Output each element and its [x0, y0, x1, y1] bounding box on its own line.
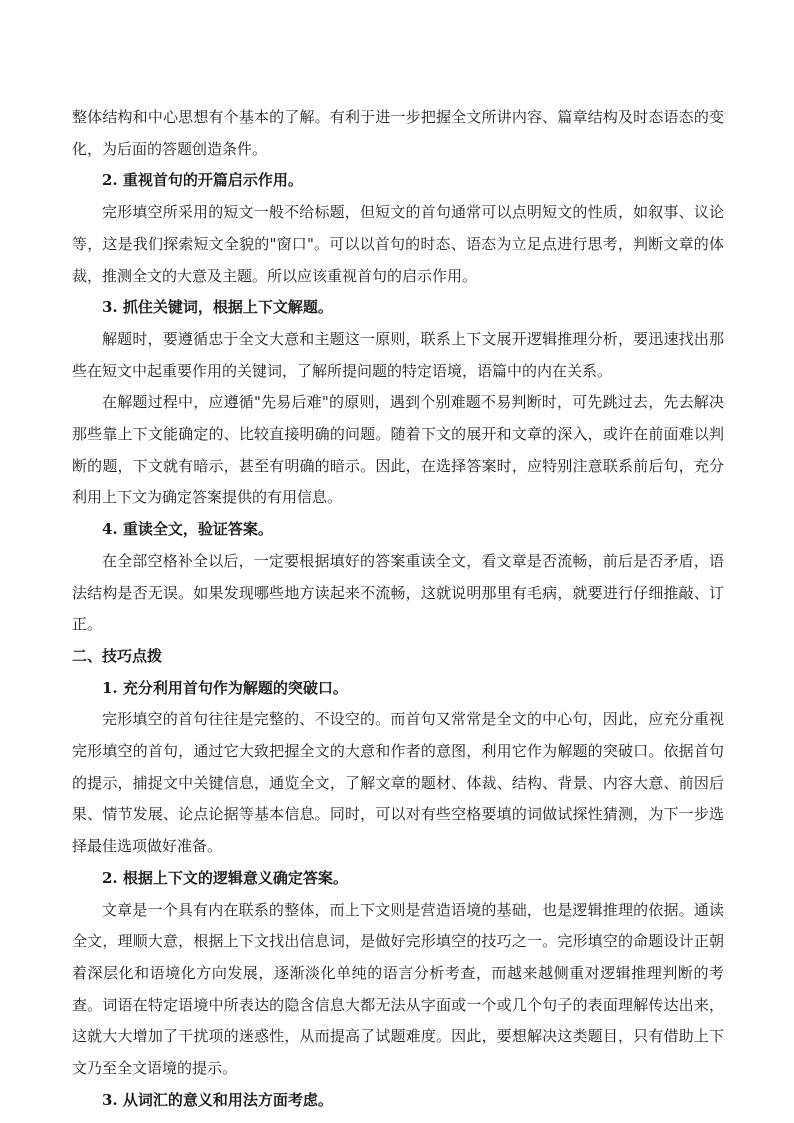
paragraph-continuation: 整体结构和中心思想有个基本的了解。有利于进一步把握全文所讲内容、篇章结构及时态语态的变化，为后面的答题创造条件。	[72, 108, 724, 158]
subheading-first-sentence-hint: 2. 重视首句的开篇启示作用。	[102, 171, 303, 190]
subheading-reread: 4. 重读全文，验证答案。	[102, 520, 273, 539]
subheading-breakthrough: 1. 充分利用首句作为解题的突破口。	[102, 678, 348, 697]
document-body	[72, 102, 724, 1117]
paragraph: 文章是一个具有内在联系的整体，而上下文则是营造语境的基础，也是逻辑推理的依据。通读全文，理顺大意，根据上下文找出信息词，是做好完形填空的技巧之一。完形填空的命题设计正朝着深层化和语境化方向发展，逐渐淡化单纯的语言分析考查，而越来越侧重对逻辑推理判断的考查。词语在特定语境中所表达的隐含信息大都无法从字面或一个或几个句子的表面理解传达出来，这就大大增加了干扰项的迷惑性，从而提高了试题难度。因此，要想解决这类题目，只有借助上下文乃至全文语境的提示。	[72, 900, 724, 1078]
subheading-vocabulary: 3. 从词汇的意义和用法方面考虑。	[102, 1090, 333, 1109]
paragraph: 完形填空所采用的短文一般不给标题，但短文的首句通常可以点明短文的性质，如叙事、议论等，这是我们探索短文全貌的"窗口"。可以以首句的时态、语态为立足点进行思考，判断文章的体裁，推测全文的大意及主题。所以应该重视首句的启示作用。	[72, 203, 724, 285]
paragraph: 完形填空的首句往往是完整的、不设空的。而首句又常常是全文的中心句，因此，应充分重视完形填空的首句，通过它大致把握全文的大意和作者的意图，利用它作为解题的突破口。依据首句的提示，捕捉文中关键信息，通览全文，了解文章的题材、体裁、结构、背景、内容大意、前因后果、情节发展、论点论据等基本信息。同时，可以对有些空格要填的词做试探性猜测，为下一步选择最佳选项做好准备。	[72, 710, 724, 856]
section-heading-tips: 二、技巧点拨	[72, 646, 163, 665]
paragraph: 在全部空格补全以后，一定要根据填好的答案重读全文，看文章是否流畅，前后是否矛盾，语法结构是否无误。如果发现哪些地方读起来不流畅，这就说明那里有毛病，就要进行仔细推敲、订正。	[72, 551, 724, 634]
paragraph: 解题时，要遵循忠于全文大意和主题这一原则，联系上下文展开逻辑推理分析，要迅速找出那些在短文中起重要作用的关键词，了解所提问题的特定语境，语篇中的内在关系。	[72, 329, 724, 380]
subheading-keywords: 3. 抓住关键词，根据上下文解题。	[102, 298, 333, 317]
subheading-logic: 2. 根据上下文的逻辑意义确定答案。	[102, 868, 348, 887]
paragraph: 在解题过程中，应遵循"先易后难"的原则，遇到个别难题不易判断时，可先跳过去，先去解决那些靠上下文能确定的、比较直接明确的问题。随着下文的展开和文章的深入，或许在前面难以判断的题，下文就有暗示，甚至有明确的暗示。因此，在选择答案时，应特别注意联系前后句，充分利用上下文为确定答案提供的有用信息。	[72, 393, 724, 507]
